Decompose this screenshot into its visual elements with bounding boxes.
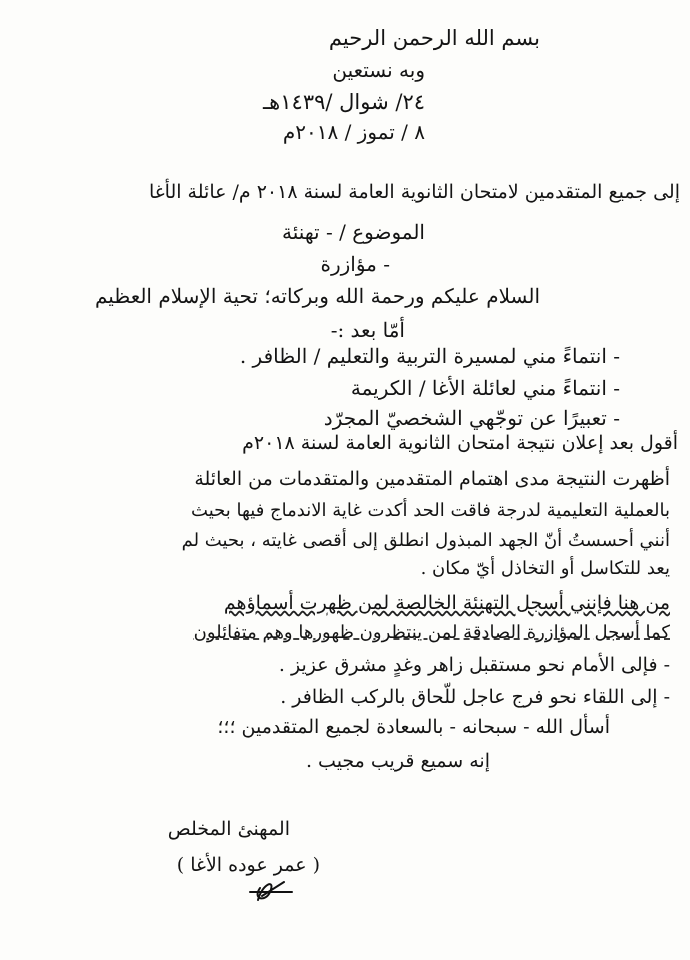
para3-line-1: من هنا فإنني أسجل التهنئة الخالصة لمن ظهرت أسماؤهم xyxy=(223,592,670,614)
para3-line-2: كما أسجل المؤازرة الصادقة لمن ينتظرون ظهورها وهم متفائلون xyxy=(193,622,670,643)
para2-line-3: أنني أحسستُ أنّ الجهد المبذول انطلق إلى أقصى غايته ، بحيث لم xyxy=(181,530,670,551)
amma-baad: أمّا بعد :- xyxy=(330,318,405,342)
para2-line-4: يعد للتكاسل أو التخاذل أيّ مكان . xyxy=(420,558,670,579)
bullet-3: - تعبيرًا عن توجّهي الشخصيّ المجرّد xyxy=(323,406,620,430)
greeting: السلام عليكم ورحمة الله وبركاته؛ تحية الإسلام العظيم xyxy=(94,284,540,308)
subject-line-2: - مؤازرة xyxy=(320,252,390,276)
bullet-1: - انتماءً مني لمسيرة التربية والتعليم / الظافر . xyxy=(239,344,620,368)
basmala: بسم الله الرحمن الرحيم xyxy=(328,26,540,50)
signature-title: المهنئ المخلص xyxy=(167,818,290,840)
date-gregorian: ٨ / تموز / ٢٠١٨م xyxy=(282,120,425,144)
date-hijri: ٢٤/ شوال /١٤٣٩هـ xyxy=(263,90,425,114)
wish-2: - إلى اللقاء نحو فرج عاجل للّحاق بالركب الظافر . xyxy=(280,686,670,708)
bullet-2: - انتماءً مني لعائلة الأغا / الكريمة xyxy=(350,376,620,400)
subject-line: الموضوع / - تهنئة xyxy=(282,220,425,244)
closing: إنه سميع قريب مجيب . xyxy=(305,750,490,772)
para2-line-1: أظهرت النتيجة مدى اهتمام المتقدمين والمتقدمات من العائلة xyxy=(194,468,670,490)
isti3ana: وبه نستعين xyxy=(332,58,425,82)
para2-line-2: بالعملية التعليمية لدرجة فاقت الحد أكدت غاية الاندماج فيها بحيث xyxy=(191,500,670,521)
signature-name: ( عمر عوده الأغا ) xyxy=(176,854,320,876)
wish-1: - فإلى الأمام نحو مستقبل زاهر وغدٍ مشرق عزيز . xyxy=(278,654,670,676)
para1-line: أقول بعد إعلان نتيجة امتحان الثانوية العامة لسنة ٢٠١٨م xyxy=(242,432,678,454)
prayer: أسأل الله - سبحانه - بالسعادة لجميع المتقدمين ؛؛؛ xyxy=(217,716,610,738)
recipient-line: إلى جميع المتقدمين لامتحان الثانوية العامة لسنة ٢٠١٨ م/ عائلة الأغا xyxy=(148,181,680,203)
